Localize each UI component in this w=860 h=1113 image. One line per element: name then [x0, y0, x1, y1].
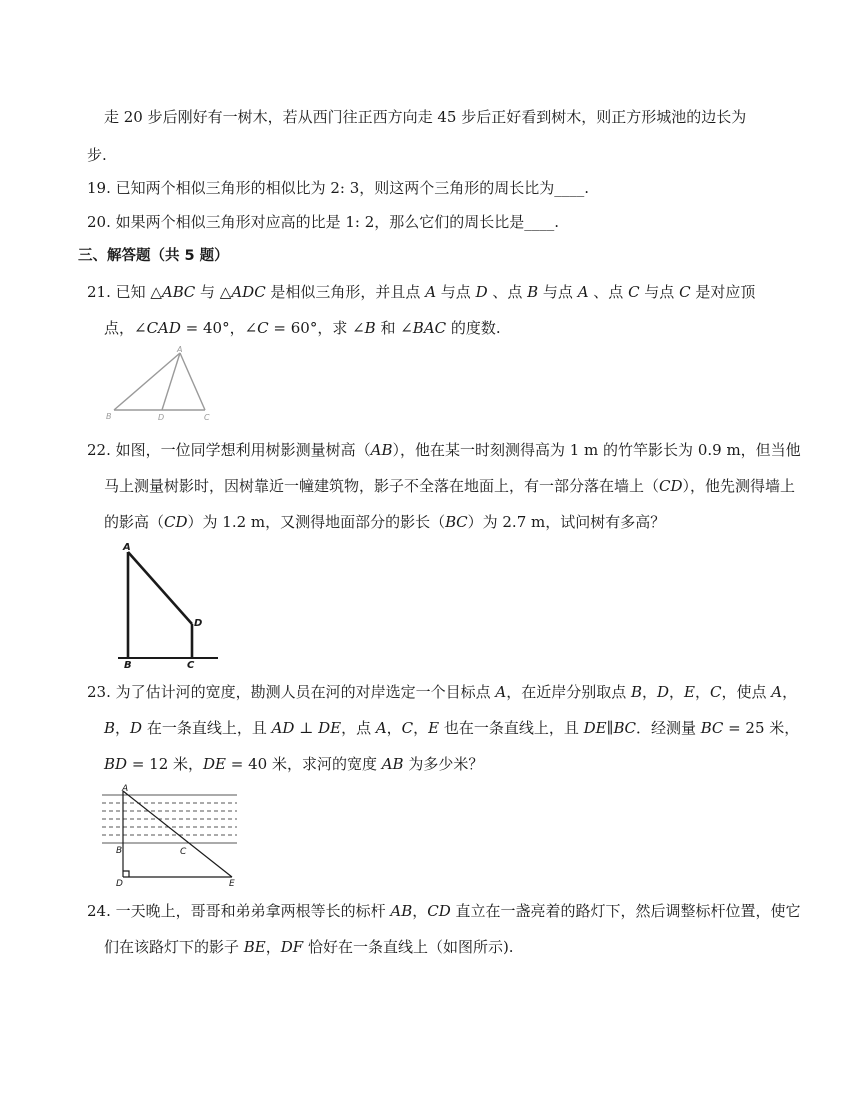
question-21-line-1: 21. 已知 △𝐴𝐵𝐶 与 △𝐴𝐷𝐶 是相似三角形，并且点 𝐴 与点 𝐷 、点 𝐵 与点 𝐴 、点 𝐶 与点 𝐶 是对应顶	[87, 283, 756, 301]
question-22-line-1: 22. 如图，一位同学想利用树影测量树高（𝐴𝐵），他在某一时刻测得高为 1 m 的竹竿影长为 0.9 m，但当他	[87, 441, 801, 459]
segment-AB	[114, 353, 180, 410]
segment-AE	[123, 791, 232, 877]
segment-AC	[180, 353, 205, 410]
fig22-label-A: A	[123, 542, 131, 553]
fig21-label-C: C	[204, 413, 210, 422]
question-23-line-1: 23. 为了估计河的宽度，勘测人员在河的对岸选定一个目标点 𝐴，在近岸分别取点 𝐵，𝐷，𝐸，𝐶，使点 𝐴，	[87, 683, 798, 701]
fig23-label-A: A	[122, 784, 129, 794]
fig23-label-E: E	[229, 879, 235, 889]
figure-22-tree-shadow	[118, 540, 228, 670]
right-angle-mark	[123, 871, 129, 877]
fig21-label-B: B	[106, 412, 112, 421]
question-24-line-2: 们在该路灯下的影子 𝐵𝐸，𝐷𝐹 恰好在一条直线上（如图所示).	[104, 938, 514, 956]
q18-continuation-line-2: 步.	[87, 146, 107, 164]
question-20: 20. 如果两个相似三角形对应高的比是 1: 2，那么它们的周长比是____.	[87, 213, 560, 231]
question-23-line-2: 𝐵，𝐷 在一条直线上，且 𝐴𝐷 ⊥ 𝐷𝐸，点 𝐴，𝐶，𝐸 也在一条直线上，且 𝐷𝐸∥𝐵𝐶．经测量 𝐵𝐶 = 25 米，	[104, 719, 800, 737]
fig22-label-B: B	[124, 660, 132, 671]
question-21-line-2: 点，∠𝐶𝐴𝐷 = 40°，∠𝐶 = 60°，求 ∠𝐵 和 ∠𝐵𝐴𝐶 的度数.	[104, 319, 501, 337]
fig23-label-D: D	[116, 879, 123, 889]
fig21-label-A: A	[177, 345, 183, 354]
fig23-label-B: B	[116, 846, 123, 856]
question-23-line-3: 𝐵𝐷 = 12 米，𝐷𝐸 = 40 米，求河的宽度 𝐴𝐵 为多少米？	[104, 755, 484, 773]
section-heading-solutions: 三、解答题（共 5 题）	[78, 248, 229, 264]
shadow-ray-AD	[128, 552, 192, 624]
question-22-line-2: 马上测量树影时，因树靠近一幢建筑物，影子不全落在地面上，有一部分落在墙上（𝐶𝐷），他先测得墙上	[104, 477, 796, 495]
question-19: 19. 已知两个相似三角形的相似比为 2: 3，则这两个三角形的周长比为____.	[87, 179, 590, 197]
fig22-label-C: C	[187, 660, 195, 671]
fig21-label-D: D	[158, 413, 165, 422]
figure-23-river-width	[102, 783, 247, 888]
q18-continuation-line-1: 走 20 步后刚好有一树木，若从西门往正西方向走 45 步后正好看到树木，则正方形城池的边长为	[104, 108, 747, 126]
question-22-line-3: 的影高（𝐶𝐷）为 1.2 m，又测得地面部分的影长（𝐵𝐶）为 2.7 m，试问树有多高？	[104, 513, 666, 531]
fig23-label-C: C	[180, 847, 187, 857]
fig22-label-D: D	[194, 618, 203, 629]
question-24-line-1: 24. 一天晚上，哥哥和弟弟拿两根等长的标杆 𝐴𝐵，𝐶𝐷 直立在一盏亮着的路灯下，然后调整标杆位置，使它	[87, 902, 801, 920]
figure-21-triangle	[104, 345, 224, 420]
